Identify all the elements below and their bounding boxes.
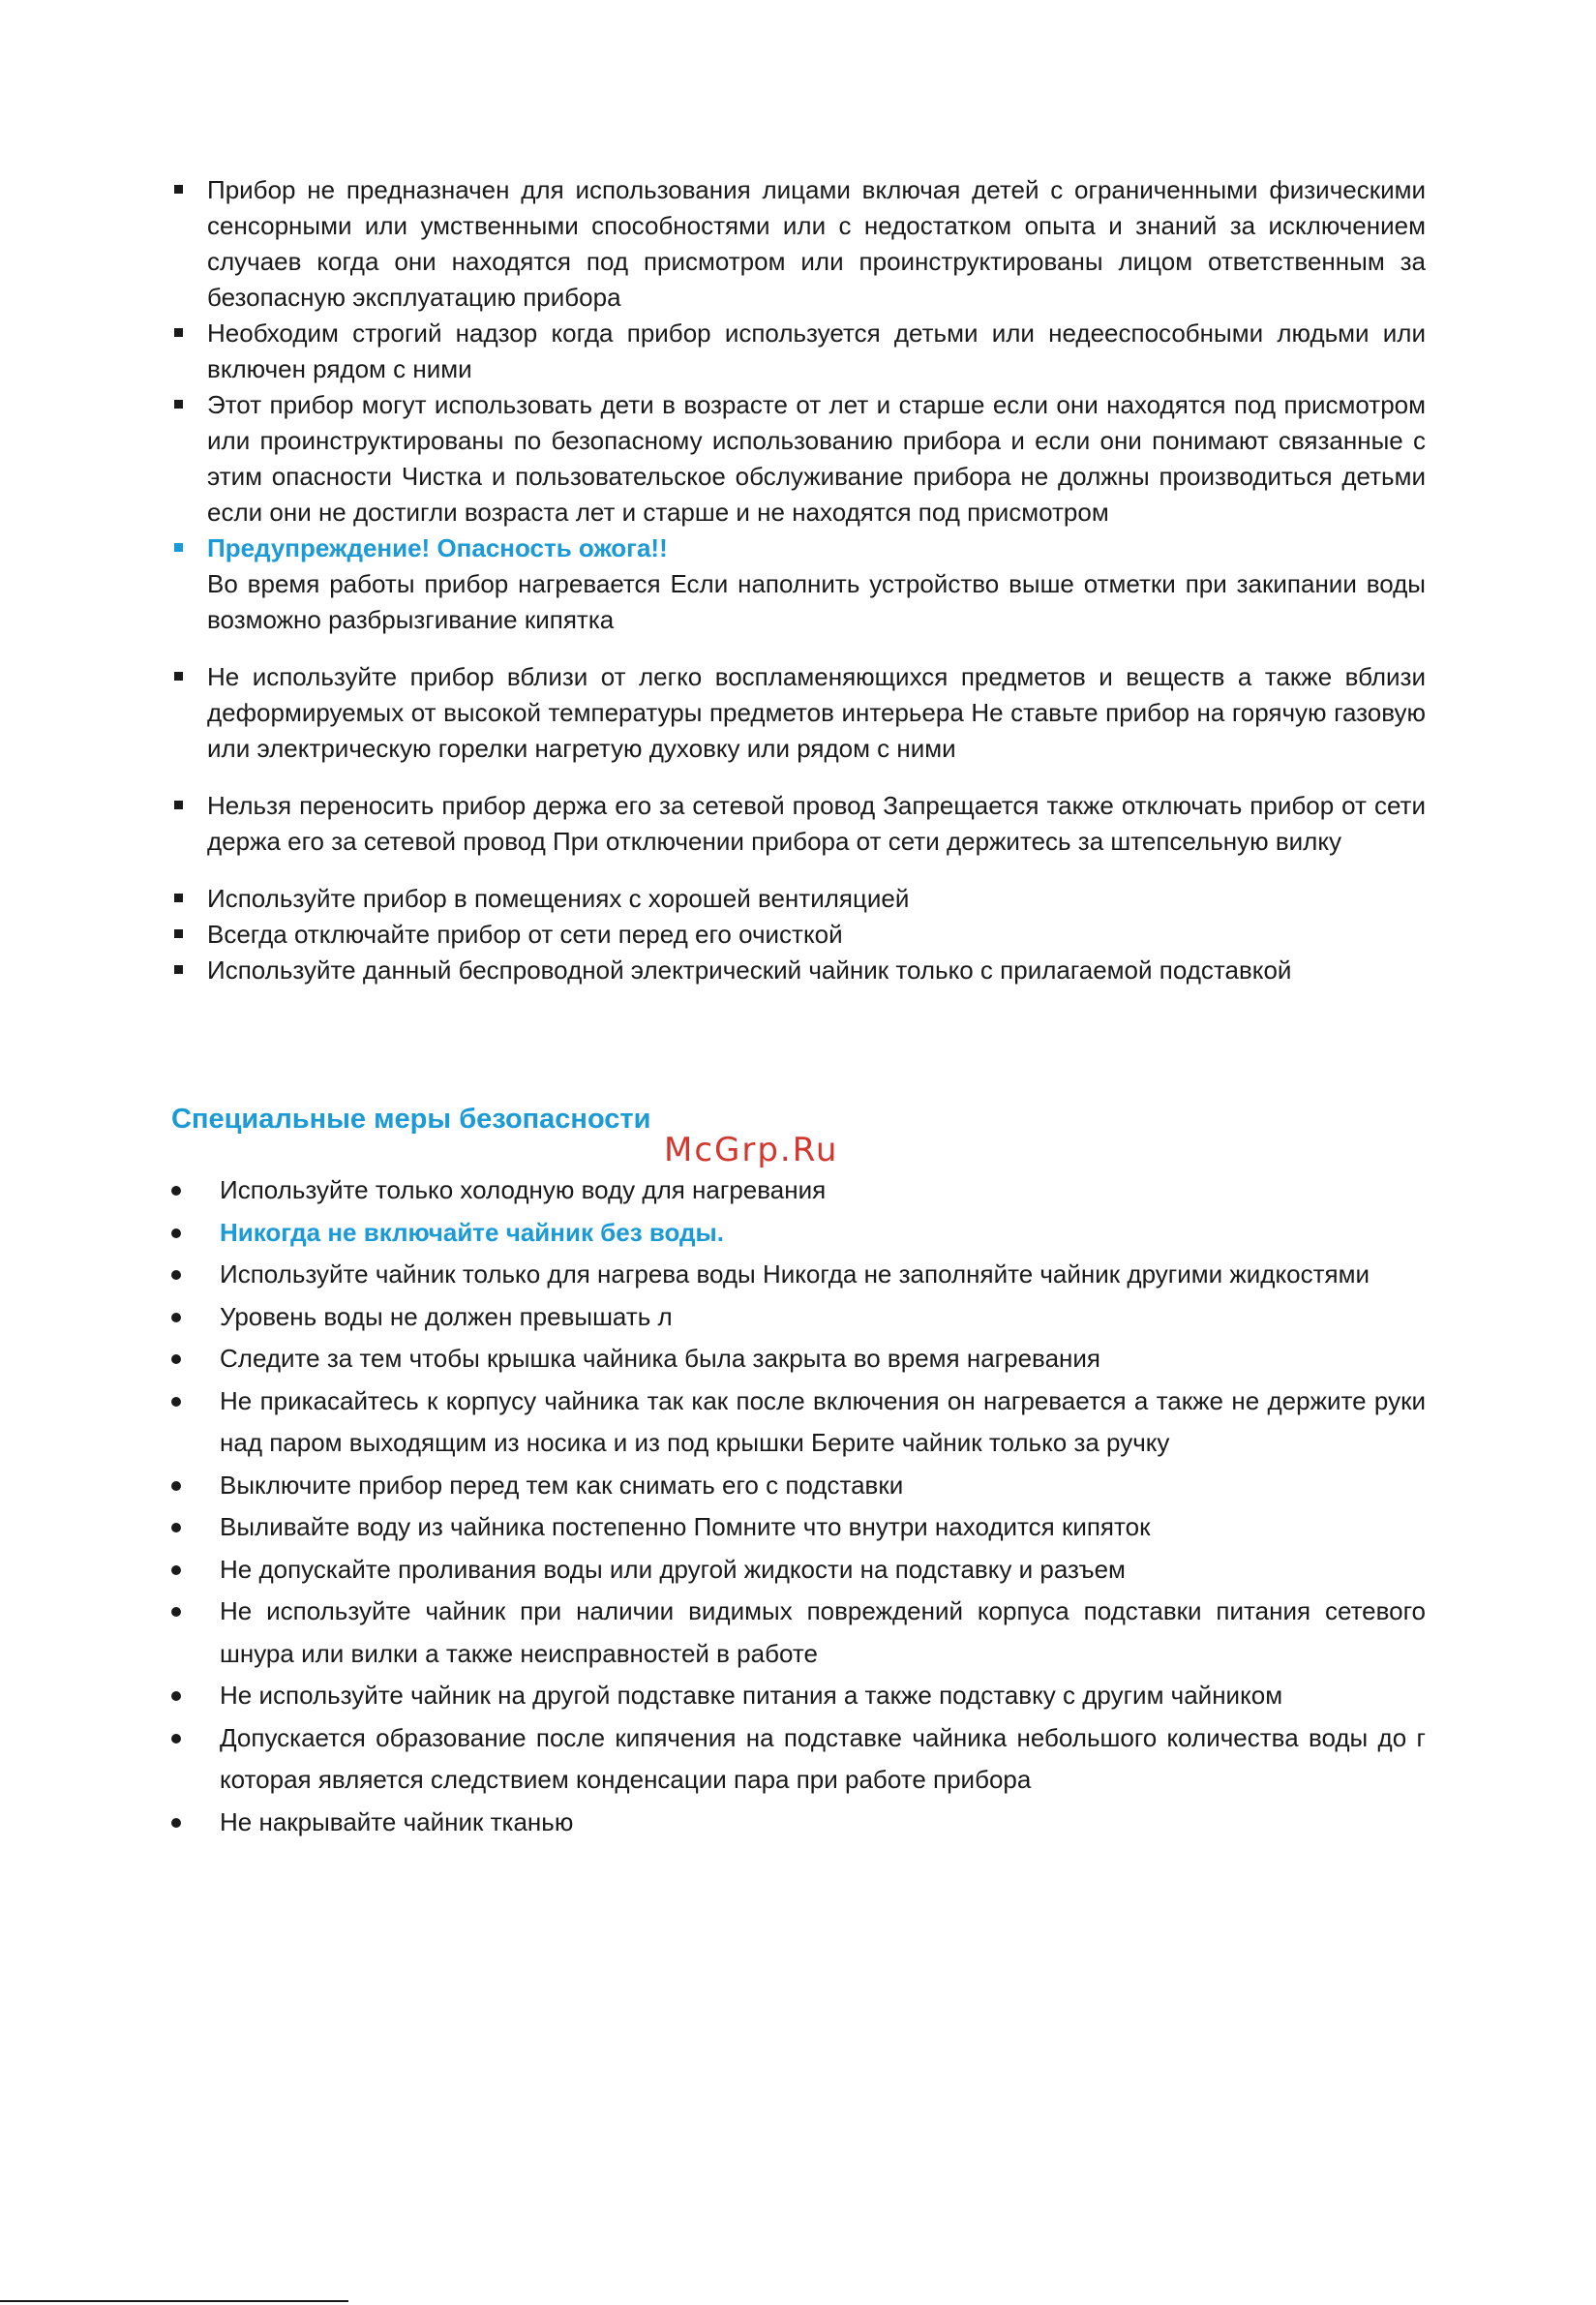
- list-item-text: Не используйте прибор вблизи от легко воспламеняющихся предметов и веществ а также вблизи деформируемых от высокой температуры предметов интерьера Не ставьте прибор на горячую газовую или электрическую горелки нагретую духовку или рядом с ними: [207, 662, 1426, 763]
- list-item: [169, 1591, 1426, 1675]
- list-item-text: Используйте только холодную воду для нагревания: [220, 1175, 827, 1204]
- list-item: [169, 1549, 1426, 1592]
- section-heading: Специальные меры безопасности: [171, 1104, 651, 1135]
- list-item: [169, 1169, 1426, 1212]
- list-item-text: Уровень воды не должен превышать л: [220, 1301, 673, 1331]
- burn-warning-title: Предупреждение! Опасность ожога!!: [207, 533, 668, 562]
- list-item-text: Не используйте чайник при наличии видимых повреждений корпуса подставки питания сетевого шнура или вилки а также неисправностей в работе: [220, 1596, 1426, 1668]
- list-item: [169, 1380, 1426, 1465]
- list-item-text: Необходим строгий надзор когда прибор используется детьми или недееспособными людьми или включен рядом с ними: [207, 318, 1426, 383]
- list-item-text: Допускается образование после кипячения на подставке чайника небольшого количества воды до г которая является следствием конденсации пара при работе прибора: [220, 1722, 1426, 1794]
- list-item: [172, 953, 1426, 988]
- list-item: [172, 316, 1426, 387]
- round-bullet-icon: [171, 1270, 181, 1280]
- square-bullet-icon: [174, 185, 183, 194]
- list-item: [169, 1254, 1426, 1296]
- round-bullet-icon: [171, 1523, 181, 1532]
- round-bullet-icon: [171, 1397, 181, 1407]
- list-item-text: Используйте данный беспроводной электрический чайник только с прилагаемой подставкой: [207, 955, 1292, 985]
- list-item-text: Никогда не включайте чайник без воды.: [220, 1217, 724, 1247]
- list-item: [169, 1675, 1426, 1717]
- list-item: [169, 1802, 1426, 1844]
- burn-warning-item: [172, 531, 1426, 638]
- list-item: [169, 1465, 1426, 1507]
- round-bullet-icon: [171, 1354, 181, 1364]
- list-item-text: Не накрывайте чайник тканью: [220, 1806, 574, 1836]
- list-item-text: Выключите прибор перед тем как снимать его с подставки: [220, 1470, 904, 1500]
- list-item-text: Не используйте чайник на другой подставке питания а также подставку с другим чайником: [220, 1681, 1283, 1710]
- round-bullet-icon: [171, 1228, 181, 1238]
- square-bullet-icon: [174, 400, 183, 409]
- list-item-text: Нельзя переносить прибор держа его за сетевой провод Запрещается также отключать прибор от сети держа его за сетевой провод При отключении прибора от сети держитесь за штепсельную вилку: [207, 791, 1426, 856]
- list-item: [169, 1506, 1426, 1549]
- round-bullet-icon: [171, 1607, 181, 1617]
- square-bullet-icon: [174, 801, 183, 809]
- round-bullet-icon: [171, 1734, 181, 1744]
- general-safety-list: [172, 172, 1426, 988]
- list-item: [172, 881, 1426, 917]
- list-item: [172, 659, 1426, 767]
- list-item-text: Всегда отключайте прибор от сети перед его очисткой: [207, 920, 843, 949]
- round-bullet-icon: [171, 1481, 181, 1491]
- round-bullet-icon: [171, 1818, 181, 1828]
- square-bullet-icon: [174, 965, 183, 974]
- list-item-text: Используйте чайник только для нагрева воды Никогда не заполняйте чайник другими жидкостями: [220, 1259, 1370, 1289]
- list-item: [172, 788, 1426, 860]
- list-item: [169, 1212, 1426, 1255]
- list-item: [172, 917, 1426, 953]
- list-item-text: Не допускайте проливания воды или другой жидкости на подставку и разъем: [220, 1554, 1126, 1584]
- round-bullet-icon: [171, 1565, 181, 1575]
- list-item-text: Выливайте воду из чайника постепенно Помните что внутри находится кипяток: [220, 1512, 1151, 1541]
- list-item-text: Этот прибор могут использовать дети в возрасте от лет и старше если они находятся под присмотром или проинструктированы по безопасному использованию прибора и если они понимают связанные с этим опасности Чистка и пользовательское обслуживание прибора не должны производиться детьми если они не достигли возраста лет и старше и не находятся под присмотром: [207, 390, 1426, 527]
- round-bullet-icon: [171, 1186, 181, 1196]
- list-item: [169, 1296, 1426, 1339]
- square-bullet-icon: [174, 328, 183, 337]
- list-item-text: Прибор не предназначен для использования лицами включая детей с ограниченными физическими сенсорными или умственными способностями или с недостатком опыта и знаний за исключением случаев когда они находятся под присмотром или проинструктированы лицом ответственным за безопасную эксплуатацию прибора: [207, 175, 1426, 312]
- list-item-text: Используйте прибор в помещениях с хорошей вентиляцией: [207, 884, 910, 913]
- round-bullet-icon: [171, 1691, 181, 1701]
- square-bullet-icon: [174, 894, 183, 902]
- list-item-text: Не прикасайтесь к корпусу чайника так как после включения он нагревается а также не держите руки над паром выходящим из носика и из под крышки Берите чайник только за ручку: [220, 1385, 1426, 1457]
- list-item: [172, 172, 1426, 316]
- list-item: [172, 387, 1426, 531]
- square-bullet-icon: [174, 543, 183, 552]
- footer-divider: [0, 2300, 348, 2302]
- watermark: McGrp.Ru: [664, 1131, 839, 1169]
- list-item-text: Следите за тем чтобы крышка чайника была закрыта во время нагревания: [220, 1344, 1100, 1373]
- round-bullet-icon: [171, 1313, 181, 1322]
- special-safety-list: [169, 1169, 1426, 1843]
- burn-warning-text: Во время работы прибор нагревается Если наполнить устройство выше отметки при закипании воды возможно разбрызгивание кипятка: [207, 569, 1426, 634]
- square-bullet-icon: [174, 672, 183, 681]
- list-item: [169, 1717, 1426, 1802]
- square-bullet-icon: [174, 929, 183, 938]
- list-item: [169, 1338, 1426, 1380]
